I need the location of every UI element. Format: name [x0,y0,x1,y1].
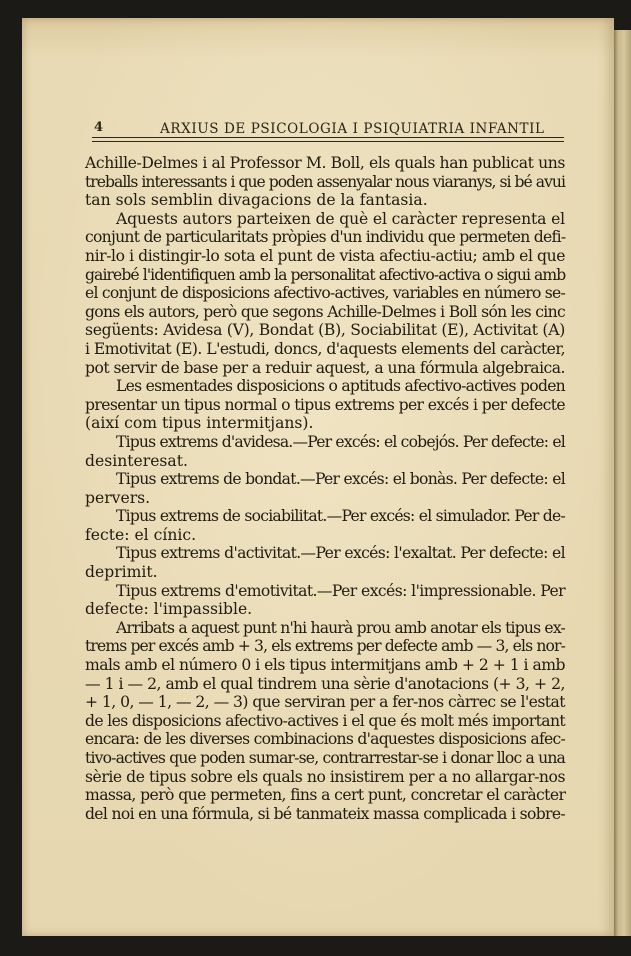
text-line: + 1, 0, — 1, — 2, — 3) que serviran per a fer-nos càrrec se l'estat [85,693,565,712]
text-line: fecte: el cínic. [85,525,197,544]
text-line: conjunt de particularitats pròpies d'un individu que permeten defi- [85,228,566,247]
text-line: defecte: l'impassible. [85,600,253,619]
text-line: gairebé l'identifiquen amb la personalitat afectivo-activa o sigui amb [85,265,566,284]
text-line: pot servir de base per a reduir aquest, a una fórmula algebraica. [85,358,565,377]
text-line: desinteresat. [85,451,188,470]
text-line: del noi en una fórmula, si bé tanmateix massa complicada i sobre- [85,804,565,823]
text-line: encara: de les diverses combinacions d'aquestes disposicions afec- [85,730,565,749]
text-line: Tipus extrems d'avidesa.—Per excés: el cobejós. Per defecte: el [116,432,565,451]
text-line: Achille-Delmes i al Professor M. Boll, els quals han publicat uns [85,154,565,172]
text-line: — 1 i — 2, amb el qual tindrem una sèrie d'anotacions (+ 3, + 2, [85,674,565,693]
text-line: Tipus extrems de sociabilitat.—Per excés: el simulador. Per de- [116,507,565,526]
page-edge [614,30,631,936]
text-line: deprimit. [85,563,158,582]
text-line: i Emotivitat (E). L'estudi, doncs, d'aquests elements del caràcter, [85,339,565,358]
text-line: presentar un tipus normal o tipus extrems per excés i per defecte [85,395,565,414]
text-line: Aquests autors parteixen de què el caràcter representa el [116,209,565,228]
journal-title: ARXIUS DE PSICOLOGIA I PSIQUIATRIA INFANTIL [160,121,545,137]
text-line: tivo-actives que poden sumar-se, contrarrestar-se i donar lloc a una [85,749,565,767]
text-line: nir-lo i distingir-lo sota el punt de vista afectiu-actiu; amb el que [85,246,565,265]
text-line: sèrie de tipus sobre els quals no insistirem per a no allargar-nos [85,767,565,786]
text-line: treballs interessants i que poden assenyalar nous viaranys, si bé avui [85,172,565,191]
text-line: Tipus extrems d'activitat.—Per excés: l'exaltat. Per defecte: el [116,544,565,563]
text-line: gons els autors, però que segons Achille-Delmes i Boll són les cinc [85,302,565,321]
text-line: Arribats a aquest punt n'hi haurà prou amb anotar els tipus ex- [116,618,565,637]
text-line: de les disposicions afectivo-actives i el que és molt més important [85,711,565,730]
body-text [85,154,565,823]
text-line: Les esmentades disposicions o aptituds afectivo-actives poden [116,377,565,396]
text-line: (així com tipus intermitjans). [85,414,314,433]
text-line: el conjunt de disposicions afectivo-actives, variables en número se- [85,284,565,303]
text-line: massa, però que permeten, fins a cert punt, concretar el caràcter [85,786,566,805]
text-line: mals amb el número 0 i els tipus intermitjans amb + 2 + 1 i amb [85,656,565,675]
text-line: Tipus extrems d'emotivitat.—Per excés: l'impressionable. Per [116,581,565,600]
text-line: tan sols semblin divagacions de la fantasia. [85,191,428,210]
text-line: següents: Avidesa (V), Bondat (B), Sociabilitat (E), Activitat (A) [85,321,565,340]
text-line: Tipus extrems de bondat.—Per excés: el bonàs. Per defecte: el [116,470,565,489]
page-number: 4 [94,120,104,135]
header-rule-bottom [92,141,564,142]
header-rule-top [92,137,564,138]
running-header [94,120,564,138]
text-line: pervers. [85,488,151,507]
text-line: trems per excés amb + 3, els extrems per defecte amb — 3, els nor- [85,637,565,656]
